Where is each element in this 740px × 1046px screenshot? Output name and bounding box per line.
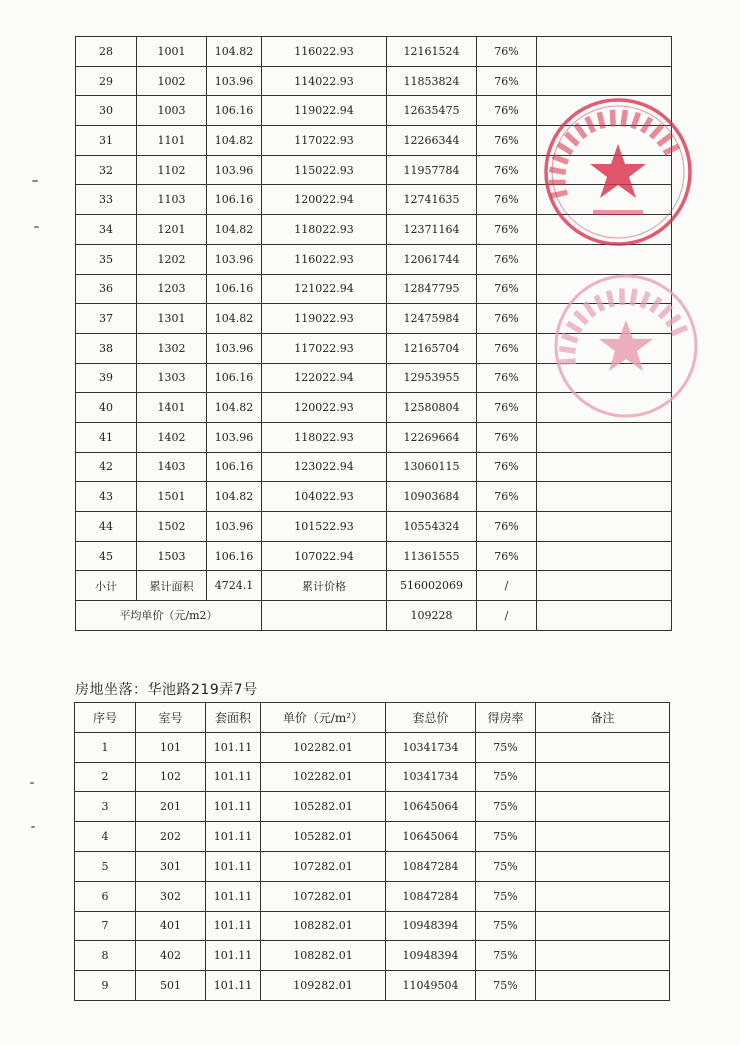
efficiency-rate-cell: 75%	[476, 792, 536, 822]
room-cell: 1401	[137, 393, 207, 423]
efficiency-rate-cell: 75%	[476, 911, 536, 941]
table-row	[76, 96, 672, 126]
seq-cell: 7	[75, 911, 136, 941]
area-cell: 101.11	[206, 941, 261, 971]
table-row	[75, 971, 670, 1001]
table-1-body	[76, 37, 672, 571]
note-cell	[537, 452, 672, 482]
total-price-cell: 10554324	[387, 512, 477, 542]
seq-cell: 37	[76, 304, 137, 334]
total-price-cell: 10645064	[386, 822, 476, 852]
table-row	[76, 393, 672, 423]
svg-text:▌▌▌▌▌▌▌▌▌▌▌▌▌▌▌▌: ▌▌▌▌▌▌▌▌▌▌▌▌▌▌▌▌	[549, 110, 682, 199]
area-cell: 101.11	[206, 971, 261, 1001]
total-price-cell: 10903684	[387, 482, 477, 512]
table-2-body	[75, 732, 670, 1000]
area-cell: 106.16	[207, 185, 262, 215]
column-header: 得房率	[476, 703, 536, 733]
room-cell: 1002	[137, 66, 207, 96]
room-cell: 1402	[137, 422, 207, 452]
seq-cell: 30	[76, 96, 137, 126]
unit-price-cell: 105282.01	[261, 822, 386, 852]
total-price-cell: 12635475	[387, 96, 477, 126]
room-cell: 1501	[137, 482, 207, 512]
unit-price-cell: 104022.93	[262, 482, 387, 512]
note-cell	[537, 304, 672, 334]
note-cell	[537, 215, 672, 245]
note-cell	[537, 363, 672, 393]
room-cell: 1003	[137, 96, 207, 126]
room-cell: 1202	[137, 244, 207, 274]
table-row	[76, 155, 672, 185]
total-price-cell: 11361555	[387, 541, 477, 571]
seq-cell: 35	[76, 244, 137, 274]
note-cell	[536, 762, 670, 792]
seq-cell: 31	[76, 126, 137, 156]
unit-price-cell: 118022.93	[262, 215, 387, 245]
area-cell: 101.11	[206, 911, 261, 941]
efficiency-rate-cell: 75%	[476, 971, 536, 1001]
area-cell: 101.11	[206, 792, 261, 822]
total-price-cell: 10948394	[386, 941, 476, 971]
average-empty-cell	[262, 601, 387, 631]
total-price-cell: 13060115	[387, 452, 477, 482]
efficiency-rate-cell: 76%	[477, 185, 537, 215]
room-cell: 302	[136, 881, 206, 911]
area-cell: 103.96	[207, 422, 262, 452]
area-cell: 104.82	[207, 215, 262, 245]
room-cell: 1503	[137, 541, 207, 571]
unit-price-cell: 108282.01	[261, 911, 386, 941]
seq-cell: 40	[76, 393, 137, 423]
efficiency-rate-cell: 75%	[476, 762, 536, 792]
room-cell: 1102	[137, 155, 207, 185]
total-price-cell: 12061744	[387, 244, 477, 274]
seq-cell: 44	[76, 512, 137, 542]
area-cell: 106.16	[207, 274, 262, 304]
average-note	[537, 601, 672, 631]
area-cell: 106.16	[207, 363, 262, 393]
room-cell: 1101	[137, 126, 207, 156]
efficiency-rate-cell: 76%	[477, 512, 537, 542]
efficiency-rate-cell: 76%	[477, 304, 537, 334]
room-cell: 101	[136, 732, 206, 762]
total-price-cell: 12269664	[387, 422, 477, 452]
area-cell: 103.96	[207, 333, 262, 363]
column-header: 室号	[136, 703, 206, 733]
efficiency-rate-cell: 75%	[476, 822, 536, 852]
seq-cell: 8	[75, 941, 136, 971]
note-cell	[536, 911, 670, 941]
total-area-label: 累计面积	[137, 571, 207, 601]
table-row	[76, 541, 672, 571]
seq-cell: 39	[76, 363, 137, 393]
unit-price-cell: 107282.01	[261, 851, 386, 881]
table-row	[75, 732, 670, 762]
room-cell: 301	[136, 851, 206, 881]
table-row	[76, 304, 672, 334]
seq-cell: 3	[75, 792, 136, 822]
total-price-cell: 10341734	[386, 732, 476, 762]
room-cell: 1303	[137, 363, 207, 393]
total-price-cell: 10341734	[386, 762, 476, 792]
unit-price-cell: 102282.01	[261, 762, 386, 792]
unit-price-cell: 107022.94	[262, 541, 387, 571]
area-cell: 101.11	[206, 732, 261, 762]
efficiency-rate-cell: 76%	[477, 37, 537, 67]
seq-cell: 43	[76, 482, 137, 512]
total-price-cell: 12475984	[387, 304, 477, 334]
average-rate: /	[477, 601, 537, 631]
table-row	[76, 482, 672, 512]
seq-cell: 38	[76, 333, 137, 363]
area-cell: 103.96	[207, 66, 262, 96]
efficiency-rate-cell: 76%	[477, 333, 537, 363]
table-row	[76, 274, 672, 304]
unit-price-cell: 116022.93	[262, 244, 387, 274]
seq-cell: 36	[76, 274, 137, 304]
table-row	[76, 126, 672, 156]
unit-price-cell: 121022.94	[262, 274, 387, 304]
room-cell: 501	[136, 971, 206, 1001]
total-price-cell: 12953955	[387, 363, 477, 393]
average-price-label: 平均单价（元/m2）	[76, 601, 262, 631]
efficiency-rate-cell: 75%	[476, 881, 536, 911]
table-row	[75, 792, 670, 822]
seq-cell: 4	[75, 822, 136, 852]
area-cell: 106.16	[207, 452, 262, 482]
total-area-value: 4724.1	[207, 571, 262, 601]
area-cell: 106.16	[207, 541, 262, 571]
table-row	[75, 941, 670, 971]
note-cell	[536, 881, 670, 911]
seq-cell: 45	[76, 541, 137, 571]
table-row	[76, 185, 672, 215]
table-row	[75, 911, 670, 941]
seq-cell: 41	[76, 422, 137, 452]
note-cell	[536, 971, 670, 1001]
scan-speck	[31, 826, 35, 828]
total-price-cell: 12266344	[387, 126, 477, 156]
table-row	[76, 512, 672, 542]
total-price-cell: 12741635	[387, 185, 477, 215]
seq-cell: 5	[75, 851, 136, 881]
efficiency-rate-cell: 76%	[477, 155, 537, 185]
area-cell: 101.11	[206, 762, 261, 792]
efficiency-rate-cell: 76%	[477, 66, 537, 96]
area-cell: 106.16	[207, 96, 262, 126]
unit-price-cell: 117022.93	[262, 333, 387, 363]
total-price-cell: 10948394	[386, 911, 476, 941]
room-cell: 1502	[137, 512, 207, 542]
room-cell: 1001	[137, 37, 207, 67]
area-cell: 103.96	[207, 512, 262, 542]
area-cell: 101.11	[206, 822, 261, 852]
seq-cell: 2	[75, 762, 136, 792]
table-row	[76, 452, 672, 482]
efficiency-rate-cell: 75%	[476, 941, 536, 971]
table-row	[76, 422, 672, 452]
subtotal-label: 小计	[76, 571, 137, 601]
area-cell: 104.82	[207, 37, 262, 67]
total-price-cell: 11957784	[387, 155, 477, 185]
unit-price-cell: 109282.01	[261, 971, 386, 1001]
total-price-cell: 10847284	[386, 851, 476, 881]
svg-text:▌▌▌▌▌▌▌▌▌▌▌▌▌▌▌: ▌▌▌▌▌▌▌▌▌▌▌▌▌▌▌	[559, 289, 690, 365]
note-cell	[537, 541, 672, 571]
area-cell: 101.11	[206, 851, 261, 881]
note-cell	[536, 851, 670, 881]
seq-cell: 34	[76, 215, 137, 245]
note-cell	[537, 185, 672, 215]
note-cell	[536, 792, 670, 822]
efficiency-rate-cell: 76%	[477, 393, 537, 423]
total-price-label: 累计价格	[262, 571, 387, 601]
unit-price-cell: 120022.93	[262, 393, 387, 423]
unit-price-cell: 117022.93	[262, 126, 387, 156]
note-cell	[537, 333, 672, 363]
note-cell	[537, 393, 672, 423]
unit-price-cell: 114022.93	[262, 66, 387, 96]
property-location-title: 房地坐落：华池路219弄7号	[75, 682, 258, 698]
unit-price-cell: 108282.01	[261, 941, 386, 971]
total-price-cell: 10645064	[386, 792, 476, 822]
note-cell	[537, 155, 672, 185]
room-cell: 102	[136, 762, 206, 792]
total-price-cell: 11049504	[386, 971, 476, 1001]
room-cell: 1403	[137, 452, 207, 482]
room-cell: 1302	[137, 333, 207, 363]
room-cell: 1201	[137, 215, 207, 245]
seq-cell: 33	[76, 185, 137, 215]
area-cell: 104.82	[207, 482, 262, 512]
efficiency-rate-cell: 76%	[477, 363, 537, 393]
efficiency-rate-cell: 76%	[477, 482, 537, 512]
note-cell	[536, 822, 670, 852]
average-price-value: 109228	[387, 601, 477, 631]
seq-cell: 1	[75, 732, 136, 762]
note-cell	[537, 66, 672, 96]
table-row	[76, 333, 672, 363]
table-row	[76, 215, 672, 245]
average-row	[76, 601, 672, 631]
efficiency-rate-cell: 76%	[477, 452, 537, 482]
unit-price-cell: 119022.93	[262, 304, 387, 334]
scan-speck	[30, 782, 34, 784]
seq-cell: 32	[76, 155, 137, 185]
note-cell	[537, 512, 672, 542]
efficiency-rate-cell: 76%	[477, 215, 537, 245]
room-cell: 201	[136, 792, 206, 822]
unit-price-cell: 119022.94	[262, 96, 387, 126]
seq-cell: 6	[75, 881, 136, 911]
total-price-cell: 12847795	[387, 274, 477, 304]
efficiency-rate-cell: 75%	[476, 732, 536, 762]
room-cell: 1103	[137, 185, 207, 215]
table-2-header-row	[75, 703, 670, 733]
table-row	[75, 881, 670, 911]
efficiency-rate-cell: 76%	[477, 244, 537, 274]
note-cell	[536, 941, 670, 971]
unit-price-cell: 123022.94	[262, 452, 387, 482]
table-row	[75, 851, 670, 881]
total-price-cell: 12371164	[387, 215, 477, 245]
room-cell: 1301	[137, 304, 207, 334]
scan-speck	[34, 226, 39, 228]
table-row	[75, 822, 670, 852]
area-cell: 101.11	[206, 881, 261, 911]
subtotal-row	[76, 571, 672, 601]
subtotal-note	[537, 571, 672, 601]
total-price-cell: 12165704	[387, 333, 477, 363]
note-cell	[537, 422, 672, 452]
note-cell	[537, 126, 672, 156]
unit-price-cell: 118022.93	[262, 422, 387, 452]
efficiency-rate-cell: 76%	[477, 274, 537, 304]
total-price-value: 516002069	[387, 571, 477, 601]
column-header: 备注	[536, 703, 670, 733]
seq-cell: 29	[76, 66, 137, 96]
column-header: 序号	[75, 703, 136, 733]
area-cell: 103.96	[207, 244, 262, 274]
note-cell	[537, 274, 672, 304]
efficiency-rate-cell: 76%	[477, 541, 537, 571]
column-header: 套面积	[206, 703, 261, 733]
total-price-cell: 12161524	[387, 37, 477, 67]
note-cell	[537, 96, 672, 126]
unit-price-cell: 102282.01	[261, 732, 386, 762]
unit-price-table-1	[75, 36, 672, 631]
area-cell: 103.96	[207, 155, 262, 185]
table-row	[76, 363, 672, 393]
total-price-cell: 11853824	[387, 66, 477, 96]
note-cell	[536, 732, 670, 762]
unit-price-table-2	[74, 702, 670, 1001]
unit-price-cell: 105282.01	[261, 792, 386, 822]
unit-price-cell: 116022.93	[262, 37, 387, 67]
area-cell: 104.82	[207, 304, 262, 334]
area-cell: 104.82	[207, 126, 262, 156]
table-row	[75, 762, 670, 792]
table-row	[76, 244, 672, 274]
unit-price-cell: 120022.94	[262, 185, 387, 215]
room-cell: 401	[136, 911, 206, 941]
table-row	[76, 37, 672, 67]
efficiency-rate-cell: 76%	[477, 96, 537, 126]
room-cell: 1203	[137, 274, 207, 304]
total-price-cell: 10847284	[386, 881, 476, 911]
unit-price-cell: 107282.01	[261, 881, 386, 911]
unit-price-cell: 115022.93	[262, 155, 387, 185]
note-cell	[537, 482, 672, 512]
unit-price-cell: 101522.93	[262, 512, 387, 542]
unit-price-cell: 122022.94	[262, 363, 387, 393]
efficiency-rate-cell: 76%	[477, 422, 537, 452]
column-header: 单价（元/m²）	[261, 703, 386, 733]
scan-speck	[32, 180, 38, 182]
table-row	[76, 66, 672, 96]
seq-cell: 9	[75, 971, 136, 1001]
seq-cell: 42	[76, 452, 137, 482]
area-cell: 104.82	[207, 393, 262, 423]
efficiency-rate-cell: 76%	[477, 126, 537, 156]
efficiency-rate-cell: 75%	[476, 851, 536, 881]
seq-cell: 28	[76, 37, 137, 67]
room-cell: 402	[136, 941, 206, 971]
subtotal-rate: /	[477, 571, 537, 601]
note-cell	[537, 37, 672, 67]
note-cell	[537, 244, 672, 274]
column-header: 套总价	[386, 703, 476, 733]
total-price-cell: 12580804	[387, 393, 477, 423]
room-cell: 202	[136, 822, 206, 852]
